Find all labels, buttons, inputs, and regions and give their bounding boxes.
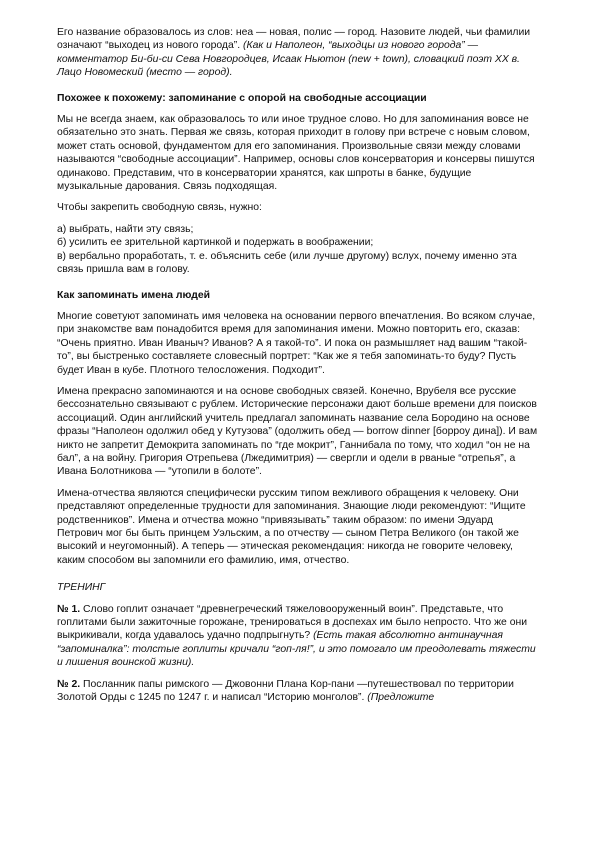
intro-paragraph bbox=[57, 26, 538, 80]
training-item-number: № 1. bbox=[57, 603, 81, 615]
list-item: б) усилить ее зрительной картинкой и подержать в воображении; bbox=[57, 237, 374, 249]
names-paragraph-1: Многие советуют запоминать имя человека на основании первого впечатления. Во всяком случае, при знакомстве вам понадобится время для запоминания имени. Можно повторить его, сказав: “Очень приятно. Иван Иваныч? Иванов? А я такой-то”. И пока он размышляет над вашим “такой-то”, вы быстренько составляете словесный портрет: “Как же я тебя запоминать-то буду? Пусть будет Иван в кубе. Плотного телосложения. Подходит”. bbox=[57, 310, 536, 376]
training-item-1 bbox=[57, 603, 538, 670]
section-heading-associations: Похожее к похожему: запоминание с опорой на свободные ассоциации bbox=[57, 92, 427, 104]
list-item: а) выбрать, найти эту связь; bbox=[57, 223, 194, 235]
training-item-text: Слово гоплит означает “древнегреческий тяжеловооруженный воин”. Представьте, что гоплитами были зажиточные горожане, тренироваться в доспехах им было непросто. Что же они выкрикивали, когда удавалось удачно подпрыгнуть? bbox=[57, 603, 528, 642]
training-title: ТРЕНИНГ bbox=[57, 582, 106, 594]
associations-paragraph-2: Чтобы закрепить свободную связь, нужно: bbox=[57, 202, 262, 214]
training-item-answer: (Есть такая абсолютно антинаучная “запоминалка”: толстые гоплиты кричали “гоп-ля!”, и это помогало им преодолевать тяжести и лишения воинской жизни). bbox=[57, 630, 536, 669]
intro-text: Его название образовалось из слов: неа — новая, полис — город. Назовите людей, чьи фамилии означают “выходец из нового города”. bbox=[57, 27, 531, 52]
associations-steps-list bbox=[57, 223, 538, 277]
training-item-number: № 2. bbox=[57, 678, 81, 690]
list-item: в) вербально проработать, т. е. объяснить себе (или лучше другому) вслух, почему именно эта связь пришла вам в голову. bbox=[57, 250, 517, 276]
training-item-text: Посланник папы римского — Джовонни Плана Кор-пани —путешествовал по территории Золотой Орды с 1245 по 1247 г. и написал “Историю монголов”. bbox=[57, 678, 514, 704]
intro-answer: (Как и Наполеон, “выходцы из нового города” — комментатор Би-би-си Сева Новгородцев, Исаак Ньютон (new + town), словацкий поэт XX в. Лацо Новомеский (место — город). bbox=[57, 40, 520, 79]
section-heading-names: Как запоминать имена людей bbox=[57, 289, 211, 301]
associations-paragraph-1: Мы не всегда знаем, как образовалось то или иное трудное слово. Но для запоминания вовсе не обязательно это знать. Первая же связь, которая приходит в голову при встрече с новым словом, может стать основой, фундаментом для его запоминания. Произвольные связи между словами называются “свободные ассоциации”. Например, основы слов консерватория и консервы пишутся одинаково. Представим, что в консерватории хранятся, как шпроты в банке, будущие музыкальные дарования. Связь подходящая. bbox=[57, 114, 535, 193]
training-item-answer: (Предложите bbox=[367, 692, 435, 704]
training-item-2 bbox=[57, 678, 538, 705]
names-paragraph-3: Имена-отчества являются специфически русским типом вежливого обращения к человеку. Они представляют определенные трудности для запоминания. Знающие люди рекомендуют: “Ищите родственников”. Имена и отчества можно “привязывать” таким образом: по имени Эдуард Петрович мог бы быть принцем Уэльским, а по отчеству — сыном Петра Великого (он такой же высокий и неугомонный). А теперь — этическая рекомендация: никогда не говорите человеку, каким способом вы запомнили его фамилию, имя, отчество. bbox=[57, 487, 526, 566]
names-paragraph-2: Имена прекрасно запоминаются и на основе свободных связей. Конечно, Врубеля все русские бессознательно связывают с рублем. Исторические персонажи дают больше времени для поисков ассоциаций. Один английский учитель предлагал запоминать название села Бородино на основе фразы “Наполеон одолжил обед у Кутузова” (одолжить обед — borrow dinner [борроу дина]). И вам никто не запретит Демокрита запоминать по “где мокрит”, Ганнибала по тому, что ходил “он не на бал”, а на войну. Григория Отрепьева (Лжедимитрия) — свергли и одели в рваные “отрепья”, а Ивана Болотникова — “утопили в болоте”. bbox=[57, 385, 538, 478]
